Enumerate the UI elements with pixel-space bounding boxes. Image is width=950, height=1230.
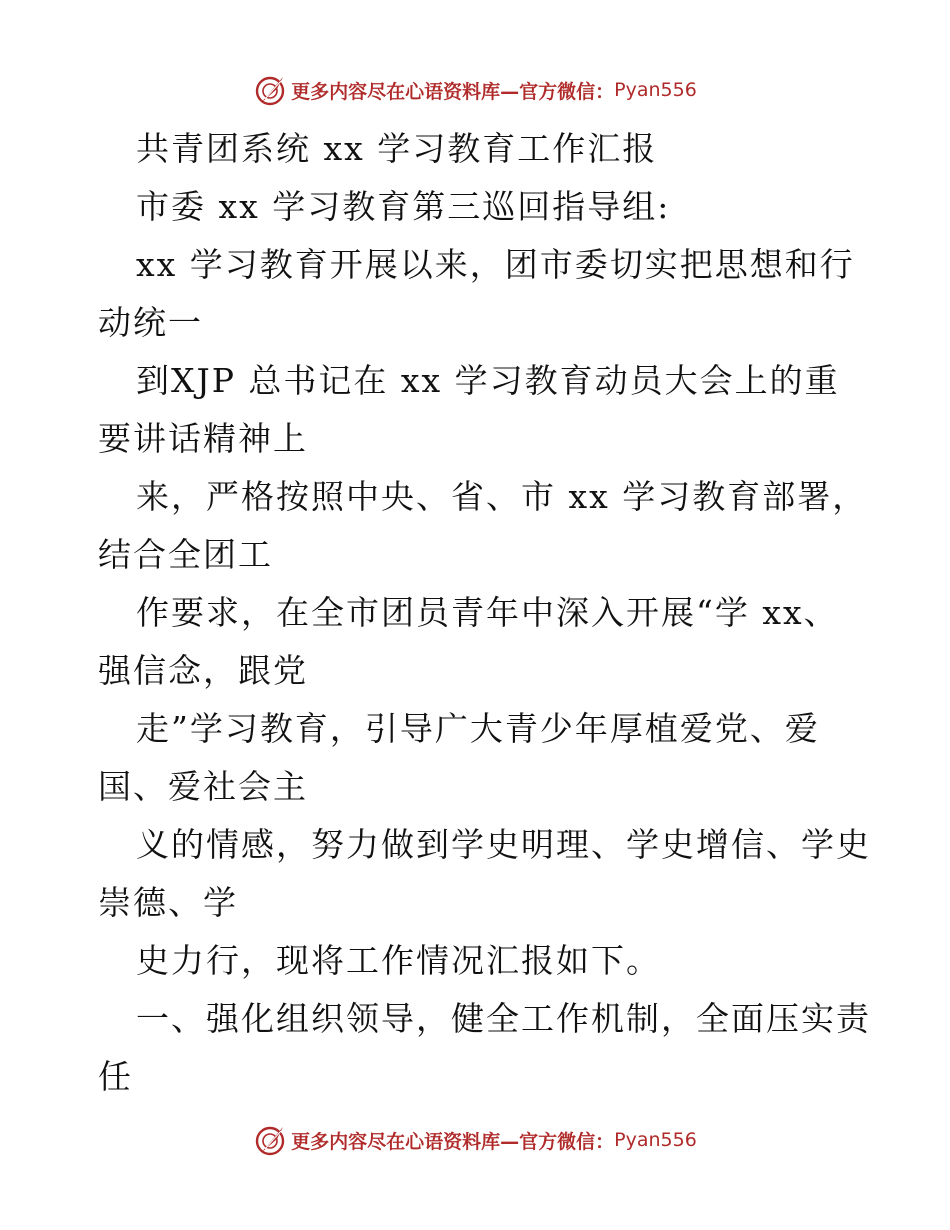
quill-logo-icon (253, 73, 287, 107)
watermark-text: 更多内容尽在心语资料库—官方微信： (291, 80, 615, 103)
paragraph-line: 要讲话精神上 (98, 419, 308, 458)
watermark-id: Pyan556 (614, 79, 697, 101)
paragraph-line: 动统一 (98, 303, 203, 342)
paragraph-line: 结合全团工 (98, 535, 273, 574)
paragraph-line: 来，严格按照中央、省、市 xx 学习教育部署， (136, 477, 868, 516)
paragraph-line: 走”学习教育，引导广大青少年厚植爱党、爱 (136, 709, 820, 748)
paragraph-line: 崇德、学 (98, 883, 238, 922)
section-heading: 一、强化组织领导，健全工作机制，全面压实责 (136, 999, 871, 1038)
section-heading-continued: 任 (98, 1057, 133, 1096)
document-title: 共青团系统 xx 学习教育工作汇报 (136, 129, 658, 168)
paragraph-line: 作要求，在全市团员青年中深入开展“学 xx、 (136, 593, 839, 632)
paragraph-line: 史力行，现将工作情况汇报如下。 (136, 941, 661, 980)
watermark-id: Pyan556 (614, 1129, 697, 1151)
paragraph-line: 国、爱社会主 (98, 767, 308, 806)
quill-logo-icon (253, 1123, 287, 1157)
footer-watermark (0, 1120, 950, 1160)
salutation: 市委 xx 学习教育第三巡回指导组: (136, 187, 671, 226)
paragraph-line: 强信念，跟党 (98, 651, 308, 690)
paragraph-line: xx 学习教育开展以来，团市委切实把思想和行 (136, 245, 855, 284)
watermark-text: 更多内容尽在心语资料库—官方微信： (291, 1130, 615, 1153)
paragraph-line: 义的情感，努力做到学史明理、学史增信、学史 (136, 825, 871, 864)
header-watermark (0, 70, 950, 110)
paragraph-line: 到XJP 总书记在 xx 学习教育动员大会上的重 (136, 361, 840, 400)
